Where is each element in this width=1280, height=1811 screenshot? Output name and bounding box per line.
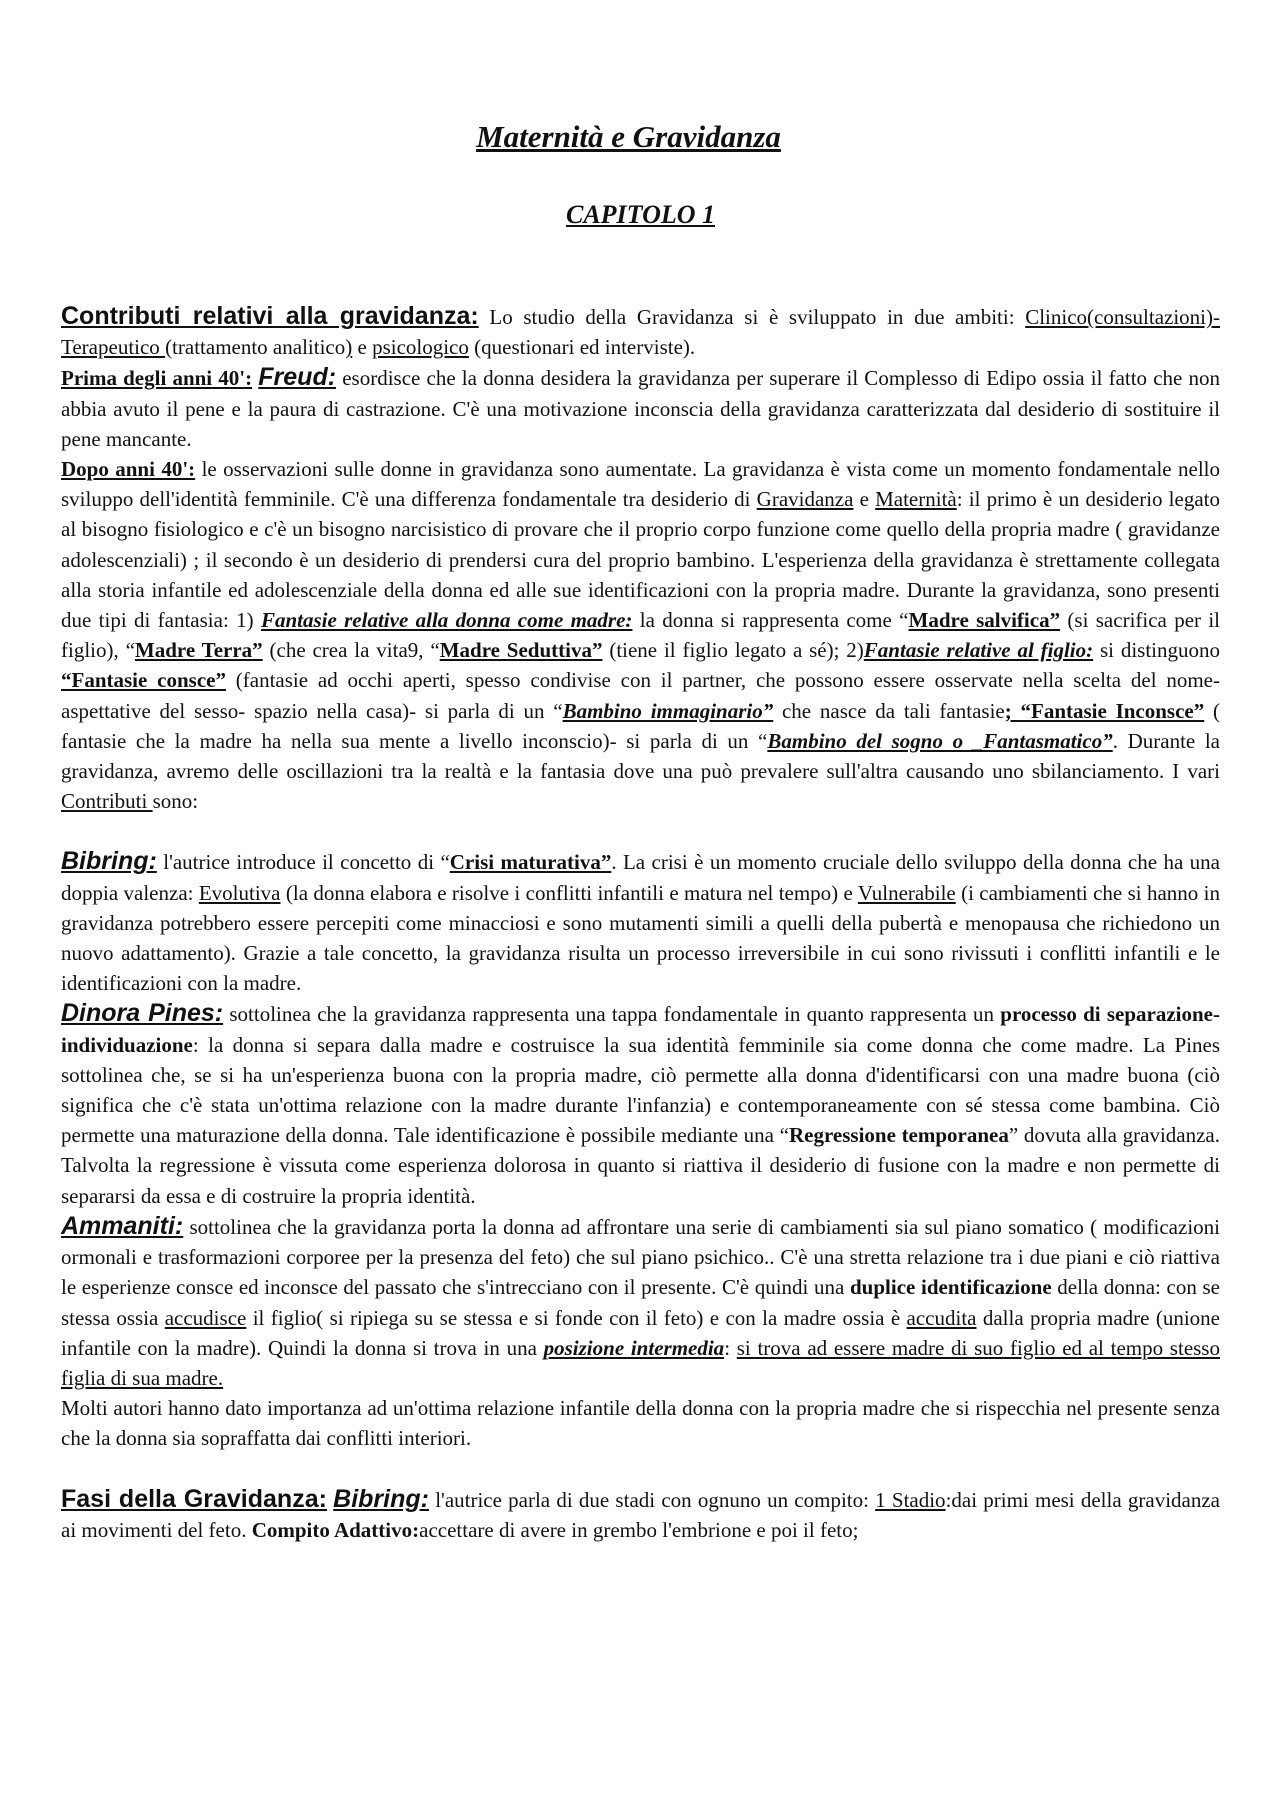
paragraph-prima-anni-40: Prima degli anni 40': Freud: esordisce che la donna desidera la gravidanza per superare il Complesso di Edipo ossia il fatto che non abbia avuto il pene e la paura di castrazione. C'è una motivazione inconscia della gravidanza caratterizzata dal desiderio di sostituire il pene mancante.: [61, 363, 1221, 451]
paragraph-bibring: Bibring: l'autrice introduce il concetto di “Crisi maturativa”. La crisi è un momento cruciale dello sviluppo della donna che ha una doppia valenza: Evolutiva (la donna elabora e risolve i conflitti infantili e matura nel tempo) e Vulnerabile (i cambiamenti che si hanno in gravidanza potrebbero essere percepiti come minacciosi e sono mutamenti simili a quelli della pubertà e menopausa che richiedono un nuovo adattamento). Grazie a tale concetto, la gravidanza risulta un processo irreversibile in cui sono rivissuti i conflitti infantili e le identificazioni con la madre.: [61, 847, 1221, 996]
paragraph-fasi-gravidanza: Fasi della Gravidanza: Bibring: l'autrice parla di due stadi con ognuno un compito: 1 Stadio:dai primi mesi della gravidanza ai movimenti del feto. Compito Adattivo:accettare di avere in grembo l'embrione e poi il feto;: [61, 1484, 1221, 1542]
paragraph-molti-autori: Molti autori hanno dato importanza ad un'ottima relazione infantile della donna con la propria madre che si rispecchia nel presente senza che la donna sia sopraffatta dai conflitti interiori.: [61, 1396, 1220, 1451]
document-body: [61, 301, 1220, 1545]
paragraph-ammaniti: Ammaniti: sottolinea che la gravidanza porta la donna ad affrontare una serie di cambiamenti sia sul piano somatico ( modificazioni ormonali e trasformazioni corporee per la presenza del feto) che sul piano psichico.. C'è una stretta relazione tra i due piani e ciò riattiva le esperienze consce ed inconsce del passato che s'intrecciano con il presente. C'è quindi una duplice identificazione della donna: con se stessa ossia accudisce il figlio( si ripiega su se stessa e si fonde con il feto) e con la madre ossia è accudita dalla propria madre (unione infantile con la madre). Quindi la donna si trova in una posizione intermedia: si trova ad essere madre di suo figlio ed al tempo stesso figlia di sua madre.: [61, 1211, 1220, 1390]
paragraph-dopo-anni-40: Dopo anni 40': le osservazioni sulle donne in gravidanza sono aumentate. La gravidanza è vista come un momento fondamentale nello sviluppo dell'identità femminile. C'è una differenza fondamentale tra desiderio di Gravidanza e Maternità: il primo è un desiderio legato al bisogno fisiologico e c'è un bisogno narcisistico di provare che il proprio corpo funzione come quello della propria madre ( gravidanze adolescenziali) ; il secondo è un desiderio di prendersi cura del proprio bambino. L'esperienza della gravidanza è strettamente collegata alla storia infantile ed adolescenziale della donna ed alle sue identificazioni con la propria madre. Durante la gravidanza, sono presenti due tipi di fantasia: 1) Fantasie relative alla donna come madre: la donna si rappresenta come “Madre salvifica” (si sacrifica per il figlio), “Madre Terra” (che crea la vita9, “Madre Seduttiva” (tiene il figlio legato a sé); 2)Fantasie relative al figlio: si distinguono “Fantasie consce” (fantasie ad occhi aperti, spesso condivise con il partner, che possono essere osservate nella scelta del nome- aspettative del sesso- spazio nella casa)- si parla di un “Bambino immaginario” che nasce da tali fantasie; “Fantasie Inconsce” ( fantasie che la madre ha nella sua mente a livello inconscio)- si parla di un “Bambino del sogno o _Fantasmatico”. Durante la gravidanza, avremo delle oscillazioni tra la realtà e la fantasia dove una può prevalere sull'altra causando uno sbilanciamento. I vari Contributi sono:: [61, 457, 1221, 814]
paragraph-contributi: Contributi relativi alla gravidanza: Lo studio della Gravidanza si è sviluppato in due ambiti: Clinico(consultazioni)- Terapeutico (trattamento analitico) e psicologico (questionari ed interviste).: [61, 302, 1220, 360]
paragraph-dinora-pines: Dinora Pines: sottolinea che la gravidanza rappresenta una tappa fondamentale in quanto rappresenta un processo di separazione-individuazione: la donna si separa dalla madre e costruisce la sua identità femminile sia come donna che come madre. La Pines sottolinea che, se si ha un'esperienza buona con la propria madre, ciò permette alla donna d'identificarsi con una madre buona (ciò significa che c'è stata un'ottima relazione con la madre durante l'infanzia) e contemporaneamente con sé stessa come bambina. Ciò permette una maturazione della donna. Tale identificazione è possibile mediante una “Regressione temporanea” dovuta alla gravidanza. Talvolta la regressione è vissuta come esperienza dolorosa in quanto si riattiva il desiderio di fusione con la madre e non permette di separarsi da essa e di costruire la propria identità.: [61, 999, 1220, 1208]
page-title: Maternità e Gravidanza: [476, 119, 781, 154]
chapter-heading: CAPITOLO 1: [565, 200, 716, 229]
